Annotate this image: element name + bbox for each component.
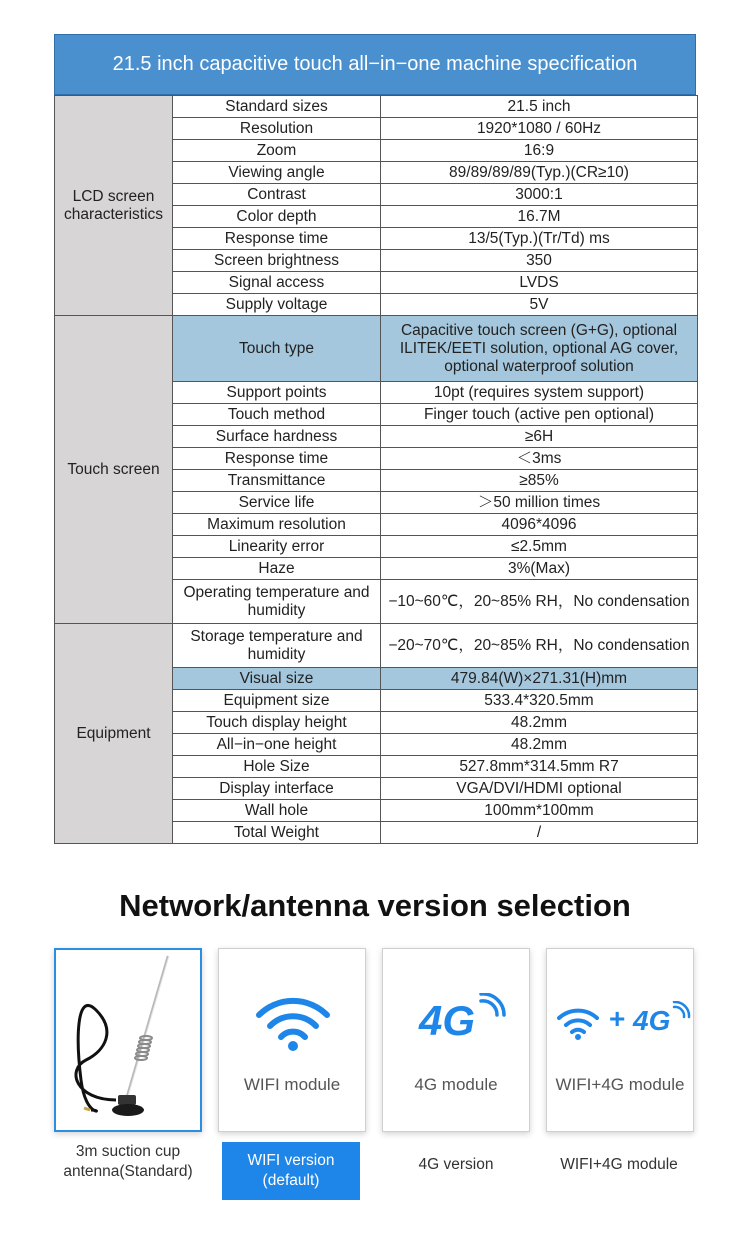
caption-wifi-4g[interactable] <box>544 1155 694 1175</box>
row-label: All−in−one height <box>173 734 381 756</box>
row-label: Haze <box>173 558 381 580</box>
row-value: ≥6H <box>381 426 698 448</box>
4g-icon <box>419 993 499 1053</box>
row-label: Surface hardness <box>173 426 381 448</box>
row-label: Supply voltage <box>173 294 381 316</box>
row-label: Display interface <box>173 778 381 800</box>
caption-wifi-selected[interactable] <box>222 1142 360 1200</box>
row-value: / <box>381 822 698 844</box>
row-value: −20~70℃，20~85% RH，No condensation <box>381 624 698 668</box>
caption-line: (default) <box>262 1172 320 1189</box>
row-value: 48.2mm <box>381 712 698 734</box>
row-value: 350 <box>381 250 698 272</box>
row-label: Linearity error <box>173 536 381 558</box>
card-label: WIFI+4G module <box>555 1075 685 1094</box>
network-heading: Network/antenna version selection <box>119 888 631 923</box>
row-label: Touch display height <box>173 712 381 734</box>
row-value: LVDS <box>381 272 698 294</box>
caption-4g[interactable] <box>381 1155 531 1175</box>
caption-line: 4G version <box>418 1156 494 1173</box>
row-label: Service life <box>173 492 381 514</box>
antenna-image <box>56 950 200 1130</box>
table-row <box>55 96 698 118</box>
row-value: 533.4*320.5mm <box>381 690 698 712</box>
row-value: 89/89/89/89(Typ.)(CR≥10) <box>381 162 698 184</box>
row-label: Equipment size <box>173 690 381 712</box>
spec-title: 21.5 inch capacitive touch all−in−one machine specification <box>54 34 696 95</box>
table-row <box>55 624 698 668</box>
row-label: Response time <box>173 448 381 470</box>
group-touch: Touch screen <box>55 316 173 624</box>
row-label: Touch method <box>173 404 381 426</box>
row-label: Support points <box>173 382 381 404</box>
caption-antenna[interactable] <box>53 1142 203 1182</box>
row-value: 16:9 <box>381 140 698 162</box>
row-label: Standard sizes <box>173 96 381 118</box>
row-label: Contrast <box>173 184 381 206</box>
row-value: 100mm*100mm <box>381 800 698 822</box>
row-label: Total Weight <box>173 822 381 844</box>
row-value: 4096*4096 <box>381 514 698 536</box>
row-label: Storage temperature and humidity <box>173 624 381 668</box>
wifi-icon <box>253 993 333 1053</box>
group-lcd: LCD screen characteristics <box>55 96 173 316</box>
card-antenna[interactable] <box>54 948 202 1132</box>
row-label: Maximum resolution <box>173 514 381 536</box>
row-label: Transmittance <box>173 470 381 492</box>
row-label: Screen brightness <box>173 250 381 272</box>
row-label: Visual size <box>173 668 381 690</box>
row-value: 10pt (requires system support) <box>381 382 698 404</box>
row-label: Touch type <box>173 316 381 382</box>
caption-line: WIFI version <box>247 1152 335 1169</box>
card-wifi[interactable] <box>218 948 366 1132</box>
caption-line: antenna(Standard) <box>63 1163 193 1180</box>
caption-line: WIFI+4G module <box>560 1156 678 1173</box>
row-value: 3000:1 <box>381 184 698 206</box>
row-value: 1920*1080 / 60Hz <box>381 118 698 140</box>
row-value: −10~60℃，20~85% RH，No condensation <box>381 580 698 624</box>
row-label: Color depth <box>173 206 381 228</box>
row-value: 48.2mm <box>381 734 698 756</box>
row-value: VGA/DVI/HDMI optional <box>381 778 698 800</box>
group-equipment: Equipment <box>55 624 173 844</box>
table-row <box>55 316 698 382</box>
card-label: WIFI module <box>243 1075 341 1094</box>
row-label: Zoom <box>173 140 381 162</box>
row-value: 5V <box>381 294 698 316</box>
row-label: Wall hole <box>173 800 381 822</box>
4g-text: 4G <box>633 1005 671 1036</box>
row-value: 21.5 inch <box>381 96 698 118</box>
row-value: ≤2.5mm <box>381 536 698 558</box>
row-label: Hole Size <box>173 756 381 778</box>
row-value: Finger touch (active pen optional) <box>381 404 698 426</box>
row-value: 13/5(Typ.)(Tr/Td) ms <box>381 228 698 250</box>
row-value: ＜3ms <box>381 448 698 470</box>
spec-table <box>54 95 698 844</box>
row-value: Capacitive touch screen (G+G), optional ILITEK/EETI solution, optional AG cover, optional waterproof solution <box>381 316 698 382</box>
row-value: 479.84(W)×271.31(H)mm <box>381 668 698 690</box>
row-value: 3%(Max) <box>381 558 698 580</box>
row-value: ≥85% <box>381 470 698 492</box>
row-label: Response time <box>173 228 381 250</box>
plus-text: + <box>609 1003 626 1034</box>
wifi-4g-icon <box>555 1001 689 1047</box>
row-label: Viewing angle <box>173 162 381 184</box>
row-label: Signal access <box>173 272 381 294</box>
card-wifi-4g[interactable] <box>546 948 694 1132</box>
card-4g[interactable] <box>382 948 530 1132</box>
card-label: 4G module <box>414 1075 498 1094</box>
row-value: ＞50 million times <box>381 492 698 514</box>
row-label: Resolution <box>173 118 381 140</box>
4g-text: 4G <box>419 997 476 1044</box>
row-value: 527.8mm*314.5mm R7 <box>381 756 698 778</box>
row-label: Operating temperature and humidity <box>173 580 381 624</box>
row-value: 16.7M <box>381 206 698 228</box>
caption-line: 3m suction cup <box>75 1143 181 1160</box>
